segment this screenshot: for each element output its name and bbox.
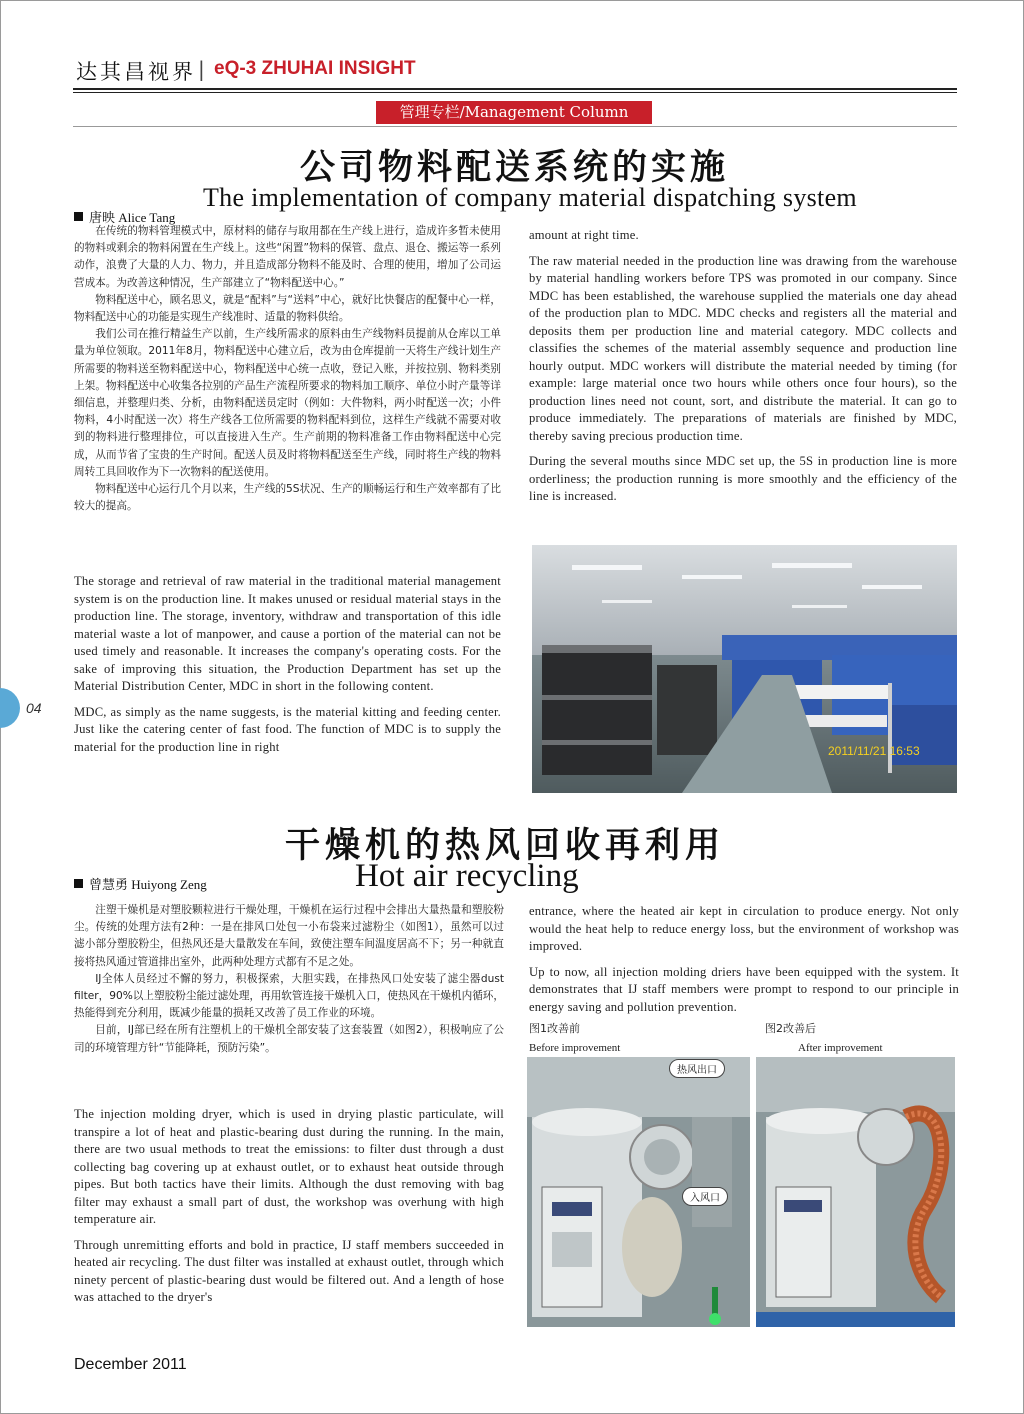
article1-cn-p1: 在传统的物料管理模式中，原材料的储存与取用都在生产线上进行，造成许多暂未使用的物料或剩余的物料闲置在生产线上。这些“闲置”物料的保管、盘点、退仓、搬运等一系列动作，浪费了大量的人力、物力，并且造成部分物料不能及时、合理的使用，增加了公司运营成本。为改善这种情况，生产部建立了“物料配送中心。”	[74, 225, 501, 289]
article2-en-left-p1: The injection molding dryer, which is used in drying plastic particulate, will transpire a lot of heat and plastic-bearing dust during the running. In the main, there are two usual methods to treat the emissions: to filter dust through a dust collecting bag covering up at exhaust outlet, or to exhaust heat outside through pipes. But both tactics have their limits. Although the dust removing with bag filter may exhaust a small part of dust, the workshop was overhung with high temperature air.	[74, 1107, 504, 1226]
warehouse-image	[532, 545, 957, 793]
article2-cn-p3: 目前，IJ部已经在所有注塑机上的干燥机全部安装了这套装置（如图2），积极响应了公司的环境管理方针“节能降耗，预防污染”。	[74, 1024, 504, 1054]
article1-en-right	[529, 227, 957, 514]
column-rule	[73, 126, 957, 127]
article1-en-right-p3: During the several mouths since MDC set up, the 5S in production line is more orderliness; the production running is more smoothly and the efficiency of the line is increased.	[529, 454, 957, 503]
article2-cn-p2: IJ全体人员经过不懈的努力，积极探索，大胆实践，在排热风口处安装了滤尘器dust filter，90%以上塑胶粉尘能过滤处理，再用软管连接干燥机入口，使热风在干燥机内循环，热能得到充分利用，既减少能量的损耗又改善了员工作业的环境。	[74, 972, 504, 1020]
magazine-title-cn: 达其昌视界	[76, 60, 196, 84]
article2-title-cn: 干燥机的热风回收再利用	[285, 826, 726, 866]
header-rule-bottom	[73, 92, 957, 93]
article2-cn-p1: 注塑干燥机是对塑胶颗粒进行干燥处理，干燥机在运行过程中会排出大量热量和塑胶粉尘。传统的处理方法有2种：一是在排风口处包一小布袋来过滤粉尘（如图1），虽然可以过滤小部分塑胶粉尘，但热风还是大量散发在车间，致使注塑车间温度居高不下；另一种就直接将热风通过管道排出室外，此两种处理方式都有不足之处。	[74, 904, 504, 968]
article2-author	[74, 874, 207, 893]
hot-air-outlet-label: 热风出口	[669, 1059, 725, 1078]
issue-date: December 2011	[74, 1356, 187, 1373]
fig1-caption-cn: 图1改善前	[529, 1022, 580, 1035]
article1-cn-p3: 我们公司在推行精益生产以前，生产线所需求的原料由生产线物料员提前从仓库以工单量为单位领取。2011年8月，物料配送中心建立后，改为由仓库提前一天将生产线计划生产所需要的物料送至物料配送中心，物料配送中心统一点收，登记入账，并按拉别、物料类别上架。物料配送中心收集各拉别的产品生产流程所要求的物料加工顺序、单位小时产量等详细信息，并整理归类、分析，由物料配送员定时（例如：大件物料，两小时配送一次；小件物料，4小时配送一次）将生产线各工位所需要的物料配料到位，这样生产线就不需要对收到的物料进行整理排位，可以直接进入生产。生产前期的物料准备工作由物料配送中心完成，从而节省了宝贵的生产时间。配送人员及时将物料配送至生产线，同时将生产线的物料周转工具回收作为下一次物料的配送使用。	[74, 328, 501, 478]
article1-en-right-p2: The raw material needed in the production line was drawing from the warehouse by material handling workers before TPS was promoted in our company. Since MDC has been established, the warehouse supplied the materials one day ahead of the production plan to MDC. MDC checks and registers all the material and deposits them per production line and material category. MDC collects and classifies the schemes of the material assembly sequence and production line hourly output. MDC workers will distribute the material needed by timing (for example: large material once two hours while others once four hours), so the production lines need not count, sort, and distribute the material. It can go to produce immediately. The preparations of materials are finished by MDC, thereby saving precious production time.	[529, 253, 957, 443]
bullet-square-icon	[74, 212, 83, 221]
fig2-after-photo	[756, 1057, 955, 1327]
article1-cn-p4: 物料配送中心运行几个月以来，生产线的5S状况、生产的顺畅运行和生产效率都有了比较大的提高。	[74, 483, 501, 513]
article1-cn-body	[74, 223, 501, 515]
article2-en-right	[529, 903, 959, 1024]
article2-en-right-p1: entrance, where the heated air kept in circulation to produce energy. Not only would the heat help to reduce energy loss, but the environment of workshop was improved.	[529, 904, 959, 953]
fig2-caption-en: After improvement	[798, 1042, 883, 1054]
fig1-caption-en: Before improvement	[529, 1042, 621, 1054]
dryer-after-image	[756, 1057, 955, 1327]
article1-en-left	[74, 573, 501, 764]
article1-title-cn: 公司物料配送系统的实施	[300, 148, 730, 188]
header-separator: |	[198, 57, 205, 81]
bullet-square-icon	[74, 879, 83, 888]
fig2-caption-cn: 图2改善后	[765, 1022, 816, 1035]
header-rule-top	[73, 88, 957, 90]
article1-en-right-p1: amount at right time.	[529, 228, 639, 242]
page-number: 04	[26, 700, 42, 716]
article2-en-left-p2: Through unremitting efforts and bold in practice, IJ staff members succeeded in heated air recycling. The dust filter was installed at exhaust outlet, through which ninety percent of plastic-bearing dust would be filtered out. And a length of hose was attached to the dryer's	[74, 1237, 504, 1304]
article1-author-name: 唐映 Alice Tang	[89, 210, 176, 225]
article1-en-left-p1: The storage and retrieval of raw material in the traditional material management system is on the production line. It makes unused or residual material stays in the production line. The storage, inventory, withdraw and transportation of this idle material waste a lot of manpower, and cause a portion of the material can not be used timely and reasonable. It increases the company's operating costs. For the sake of improving this situation, the Production Department has set up the Material Distribution Center, MDC in short in the following content.	[74, 574, 501, 693]
column-tag: 管理专栏/Management Column	[376, 101, 652, 124]
fig1-before-photo	[527, 1057, 750, 1327]
photo-timestamp: 2011/11/21 16:53	[828, 744, 920, 758]
article2-cn-body	[74, 902, 504, 1057]
article2-en-left	[74, 1106, 504, 1315]
article2-title-en: Hot air recycling	[355, 858, 579, 894]
air-inlet-label: 入风口	[682, 1187, 728, 1206]
article2-en-right-p2: Up to now, all injection molding driers have been equipped with the system. It demonstrates that IJ staff members were prompt to respond to our principle in energy saving and pollution prevention.	[529, 964, 959, 1014]
article2-author-name: 曾慧勇 Huiyong Zeng	[89, 877, 207, 892]
article1-cn-p2: 物料配送中心，顾名思义，就是“配料”与“送料”中心，就好比快餐店的配餐中心一样，物料配送中心的功能是实现生产线准时、适量的物料供给。	[74, 293, 501, 324]
mdc-warehouse-photo	[532, 545, 957, 793]
article1-en-left-p2: MDC, as simply as the name suggests, is the material kitting and feeding center. Just like the catering center of fast food. The function of MDC is to supply the material for the production line in right	[74, 704, 501, 754]
article1-title-en: The implementation of company material dispatching system	[203, 183, 857, 212]
magazine-title-en: eQ-3 ZHUHAI INSIGHT	[214, 58, 416, 79]
